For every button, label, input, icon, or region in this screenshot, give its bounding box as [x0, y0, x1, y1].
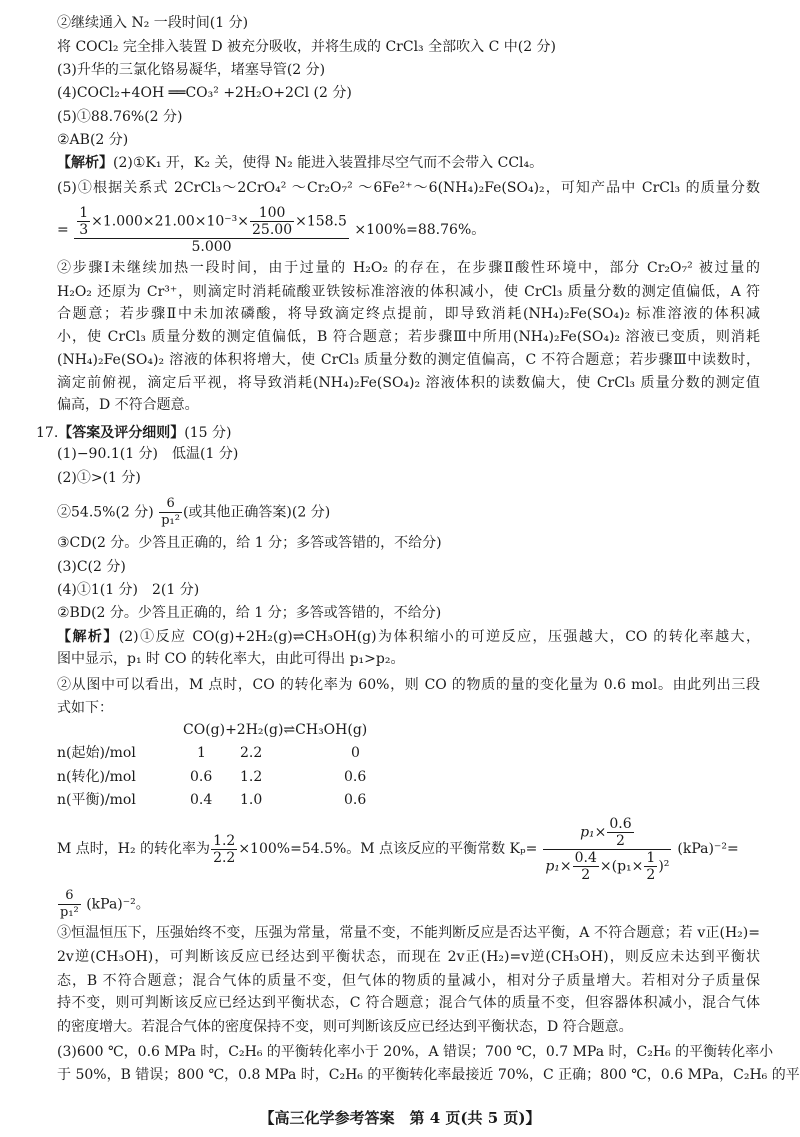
cell: 0.6	[344, 792, 367, 808]
question-score: (15 分)	[184, 425, 232, 441]
cell: 0.6	[190, 769, 213, 785]
text: (kPa)⁻²=	[677, 841, 739, 857]
answer-line: (1)−90.1(1 分) 低温(1 分)	[57, 446, 239, 462]
analysis-line: 式如下：	[57, 700, 113, 716]
para-line: 2v逆(CH₃OH)，可判断该反应已经达到平衡状态，而现在 2v正(H₂)=v逆(CH₃OH)，则反应未达到平衡状	[57, 949, 760, 965]
calc-mid: ×1.000×21.00×10⁻³×	[91, 213, 250, 230]
calc-tail: ×158.5	[295, 213, 347, 230]
analysis-label: 【解析】	[57, 155, 113, 171]
para-line: 持不变，则可判断该反应已经达到平衡状态，C 符合题意；混合气体的质量不变，但容器体积减小，混合气体	[57, 995, 760, 1011]
analysis-line: (5)①根据关系式 2CrCl₃～2CrO₄² ～Cr₂O₇² ～6Fe²⁺～6(NH₄)₂Fe(SO₄)₂，可知产品中 CrCl₃ 的质量分数	[57, 180, 760, 196]
text: ×(p₁×	[599, 858, 644, 874]
text: (kPa)⁻²。	[86, 896, 150, 913]
analysis-line: ②从图中可以看出，M 点时，CO 的转化率为 60%，则 CO 的物质的量的变化量为 0.6 mol。由此列出三段	[57, 677, 760, 693]
cell: 0.4	[190, 792, 213, 808]
kp-fraction	[543, 816, 671, 883]
cell: 0.6	[344, 769, 367, 785]
kp-result	[57, 888, 150, 921]
frac-den: 2	[646, 866, 656, 883]
question-number: 17.	[36, 425, 59, 441]
answer-line: (2)①>(1 分)	[57, 470, 141, 486]
frac-den: 2	[581, 866, 591, 883]
para-line: 的密度增大。若混合气体的密度保持不变，则可判断该反应已经达到平衡状态，D 符合题意。	[57, 1019, 633, 1035]
answer-line: ②继续通入 N₂ 一段时间(1 分)	[57, 15, 249, 31]
answer-line: (3)升华的三氯化铬易凝华，堵塞导管(2 分)	[57, 62, 326, 78]
para-line: ②步骤Ⅰ未继续加热一段时间，由于过量的 H₂O₂ 的存在，在步骤Ⅱ酸性环境中，部分 Cr₂O₇² 被过量的	[57, 260, 760, 276]
frac-den: 2	[616, 832, 625, 849]
frac-den: 2.2	[213, 849, 236, 866]
reaction-equation: CO(g)+2H₂(g)⇌CH₃OH(g)	[183, 722, 368, 738]
frac-den: p₁²	[60, 905, 79, 920]
para-line: 合题意；若步骤Ⅱ中未加浓磷酸，将导致滴定终点提前，即导致消耗(NH₄)₂Fe(SO₄)₂ 标准溶液的体积减	[57, 306, 760, 322]
analysis-line	[57, 153, 543, 173]
para-line: (3)600 ℃，0.6 MPa 时，C₂H₆ 的平衡转化率小于 20%，A 错误；700 ℃，0.7 MPa 时，C₂H₆ 的平衡转化率小	[57, 1044, 774, 1060]
frac-num: 1.2	[213, 832, 236, 849]
row-label: n(转化)/mol	[57, 769, 136, 785]
para-line: 滴定前俯视，滴定后平视，将导致消耗(NH₄)₂Fe(SO₄)₂ 溶液体积的读数偏大，使 CrCl₃ 质量分数的测定值	[57, 375, 760, 391]
text: )²	[658, 858, 670, 874]
frac-num: 0.6	[609, 815, 632, 832]
answer-line: ③CD(2 分。少答且正确的，给 1 分；多答或答错的，不给分)	[57, 535, 442, 551]
question-17-heading	[36, 423, 231, 443]
row-label: n(起始)/mol	[57, 745, 136, 761]
answer-line: ②AB(2 分)	[57, 132, 129, 148]
frac-den: 25.00	[252, 222, 293, 238]
answer-text: (或其他正确答案)(2 分)	[182, 504, 331, 521]
cell: 0	[351, 745, 360, 761]
cell: 2.2	[240, 745, 263, 761]
answer-line: 将 COCl₂ 完全排入装置 D 被充分吸收，并将生成的 CrCl₃ 全部吹入 C 中(2 分)	[57, 39, 557, 55]
analysis-text: (2)①反应 CO(g)+2H₂(g)⇌CH₃OH(g)为体积缩小的可逆反应，压强越大，CO 的转化率越大，	[118, 629, 760, 645]
analysis-text: (2)①K₁ 开，K₂ 关，使得 N₂ 能进入装置排尽空气而不会带入 CCl₄。	[113, 155, 544, 171]
para-line: 态，B 不符合题意；混合气体的质量不变，但气体的物质的量减小，相对分子质量增大。若相对分子质量保	[57, 973, 760, 989]
frac-num: 1	[79, 205, 89, 221]
answer-text: ②54.5%(2 分)	[57, 504, 154, 521]
para-line: 于 50%，B 错误；800 ℃，0.8 MPa 时，C₂H₆ 的平衡转化率最接近 70%，C 正确；800 ℃，0.6 MPa，C₂H₆ 的平	[57, 1067, 800, 1083]
answer-line: ②BD(2 分。少答且正确的，给 1 分；多答或答错的，不给分)	[57, 605, 442, 621]
answer-line: (4)①1(1 分) 2(1 分)	[57, 582, 200, 598]
para-line: (NH₄)₂Fe(SO₄)₂ 溶液的体积将增大，使 CrCl₃ 质量分数的测定值偏高，C 不符合题意；若步骤Ⅲ中读数时，	[57, 352, 760, 368]
frac-num: 6	[58, 888, 81, 905]
calc-denominator: 5.000	[191, 239, 232, 255]
analysis-label: 【解析】	[57, 629, 119, 645]
answer-line	[57, 496, 330, 529]
answer-line: (5)①88.76%(2 分)	[57, 109, 183, 125]
text: p₁×	[545, 858, 572, 874]
analysis-line: 图中显示，p₁ 时 CO 的转化率大，由此可得出 p₁>p₂。	[57, 651, 405, 667]
para-line: 偏高，D 不符合题意。	[57, 397, 199, 413]
text: p₁×	[580, 824, 607, 840]
para-line: 小，使 CrCl₃ 质量分数的测定值偏低，B 符合题意；若步骤Ⅲ中所用(NH₄)₂Fe(SO₄)₂ 溶液已变质，则消耗	[57, 329, 760, 345]
row-label: n(平衡)/mol	[57, 792, 136, 808]
answer-line: (4)COCl₂+4OH ══CO₃² +2H₂O+2Cl (2 分)	[57, 85, 352, 101]
cell: 1.2	[240, 769, 263, 785]
page-footer: 【高三化学参考答案 第 4 页(共 5 页)】	[259, 1109, 541, 1127]
text: M 点时，H₂ 的转化率为	[57, 841, 211, 857]
frac-num: 1	[646, 849, 656, 866]
big-fraction	[74, 205, 349, 255]
text: ×100%=54.5%。M 点该反应的平衡常数 Kₚ=	[238, 841, 538, 857]
mass-fraction-calc	[57, 205, 485, 255]
cell: 1.0	[240, 792, 263, 808]
answer-line: (3)C(2 分)	[57, 559, 126, 575]
equals: =	[57, 222, 69, 238]
frac-num: 100	[250, 205, 294, 222]
analysis-line	[57, 627, 760, 647]
frac-den: 3	[79, 222, 89, 238]
calc-result: ×100%=88.76%。	[354, 222, 486, 238]
cell: 1	[197, 745, 206, 761]
frac-den: p₁²	[161, 513, 180, 528]
kp-calc-line	[57, 814, 739, 884]
para-line: H₂O₂ 还原为 Cr³⁺，则滴定时消耗硫酸亚铁铵标准溶液的体积减小，使 CrCl₃ 质量分数的测定值偏低，A 符	[57, 284, 760, 300]
frac-num: 6	[159, 496, 182, 513]
para-line: ③恒温恒压下，压强始终不变，压强为常量，常量不变，不能判断反应是否达平衡，A 不符合题意；若 v正(H₂)=	[57, 925, 760, 941]
frac-num: 0.4	[574, 849, 597, 866]
question-heading: 【答案及评分细则】	[58, 425, 185, 441]
